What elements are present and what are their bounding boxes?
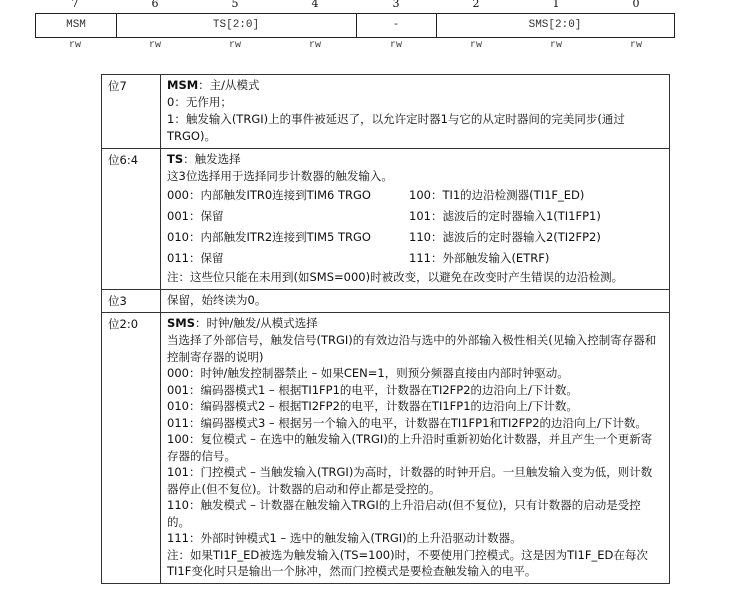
field-name: SMS (167, 316, 196, 330)
option-value: 010：内部触发ITR2连接到TIM5 TRGO (167, 230, 371, 244)
option-row (167, 248, 663, 269)
description-paragraph: 111：外部时钟模式1 – 选中的触发输入(TRGI)的上升沿驱动计数器。 (167, 531, 522, 545)
bit-number: 7 (71, 0, 79, 10)
description-paragraph: 101：门控模式 – 当触发输入(TRGI)为高时，计数器的时钟开启。一旦触发输入变为低，则计数器停止(但不复位)。计数器的启动和停止都是受控的。 (167, 465, 653, 496)
bit-number: 6 (151, 0, 159, 10)
option-value: 100：TI1的边沿检测器(TI1F_ED) (409, 188, 585, 202)
option-value: 111：外部触发输入(ETRF) (409, 251, 550, 265)
option-row (167, 185, 663, 206)
field-sms: SMS[2:0] (528, 19, 582, 31)
description-paragraph: 001：编码器模式1 – 根据TI1FP1的电平，计数器在TI2FP2的边沿向上/下计数。 (167, 382, 578, 397)
access-type: rw (148, 40, 161, 51)
description-paragraph: 110：触发模式 – 计数器在触发输入TRGI的上升沿启动(但不复位)，只有计数器的启动是受控的。 (167, 498, 641, 529)
access-type: rw (68, 40, 81, 51)
field-name: TS (167, 152, 184, 166)
field-title (167, 77, 663, 94)
bit-description (161, 313, 670, 584)
description-line: TRGO)。 (167, 129, 216, 143)
register-diagram (35, 13, 675, 38)
table-row-bit7 (102, 75, 670, 149)
table-row-bit3 (102, 290, 670, 313)
table-row-bit2-0 (102, 313, 670, 584)
field-name: MSM (167, 78, 199, 92)
description-paragraph: 000：时钟/触发控制器禁止 – 如果CEN=1，则预分频器直接由内部时钟驱动。 (167, 366, 569, 380)
description-line: 这3位选择用于选择同步计数器的触发输入。 (167, 169, 393, 183)
bit-number: 5 (231, 0, 239, 10)
option-value: 110：滤波后的定时器输入2(TI2FP2) (409, 230, 601, 244)
option-value: 001：保留 (167, 209, 224, 223)
access-type: rw (469, 40, 482, 51)
bit-number: 4 (311, 0, 319, 10)
access-type: rw (549, 40, 562, 51)
access-type: rw (629, 40, 642, 51)
bit-label: 位2:0 (102, 313, 161, 584)
bit-number: 0 (632, 0, 640, 10)
field-ts: TS[2:0] (212, 19, 260, 31)
bit-number: 2 (472, 0, 480, 10)
description-paragraph: 011：编码器模式3 – 根据另一个输入的电平，计数器在TI1FP1和TI2FP2的边沿向上/下计数。 (167, 415, 647, 430)
access-type: rw (389, 40, 402, 51)
bit-description (161, 149, 670, 290)
bit-number: 1 (552, 0, 560, 10)
note-text: 注：这些位只能在未用到(如SMS=000)时被改变，以避免在改变时产生错误的边沿检测。 (167, 270, 624, 284)
note-text: 注：如果TI1F_ED被选为触发输入(TS=100)时，不要使用门控模式。这是因为TI1F_ED在每次TI1F变化时只是输出一个脉冲，然而门控模式是要检查触发输入的电平。 (167, 547, 648, 578)
bit-label: 位6:4 (102, 149, 161, 290)
field-msm: MSM (66, 19, 86, 31)
bit-number: 3 (392, 0, 400, 10)
access-type: rw (228, 40, 241, 51)
description-line: 1：触发输入(TRGI)上的事件被延迟了，以允许定时器1与它的从定时器间的完美同步(通过 (167, 112, 625, 126)
access-type: rw (308, 40, 321, 51)
bit-number-row (35, 0, 675, 12)
bit-description-table (101, 74, 670, 584)
field-title-text: ：主/从模式 (198, 78, 260, 92)
table-row-bit6-4 (102, 149, 670, 290)
field-title (167, 151, 663, 168)
description-paragraph: 当选择了外部信号，触发信号(TRGI)的有效边沿与选中的外部输入极性相关(见输入控制寄存器和控制寄存器的说明) (167, 333, 657, 364)
field-title-text: ：触发选择 (183, 152, 241, 166)
option-value: 011：保留 (167, 251, 224, 265)
bit-description (161, 290, 670, 313)
field-title (167, 315, 663, 332)
field-title-text: ：时钟/触发/从模式选择 (195, 316, 318, 330)
option-row (167, 227, 663, 248)
description-paragraph: 010：编码器模式2 – 根据TI2FP2的电平，计数器在TI1FP1的边沿向上/下计数。 (167, 399, 578, 413)
description-line: 保留，始终读为0。 (167, 293, 267, 307)
access-row (35, 40, 675, 52)
option-row (167, 206, 663, 227)
option-value: 000：内部触发ITR0连接到TIM6 TRGO (167, 188, 371, 202)
option-value: 101：滤波后的定时器输入1(TI1FP1) (409, 209, 601, 223)
bit-label: 位7 (102, 75, 161, 149)
bit-description (161, 75, 670, 149)
description-paragraph: 100：复位模式 – 在选中的触发输入(TRGI)的上升沿时重新初始化计数器，并且产生一个更新寄存器的信号。 (167, 432, 653, 463)
bit-label: 位3 (102, 290, 161, 313)
field-reserved: - (392, 19, 400, 31)
description-line: 0：无作用； (167, 95, 232, 109)
